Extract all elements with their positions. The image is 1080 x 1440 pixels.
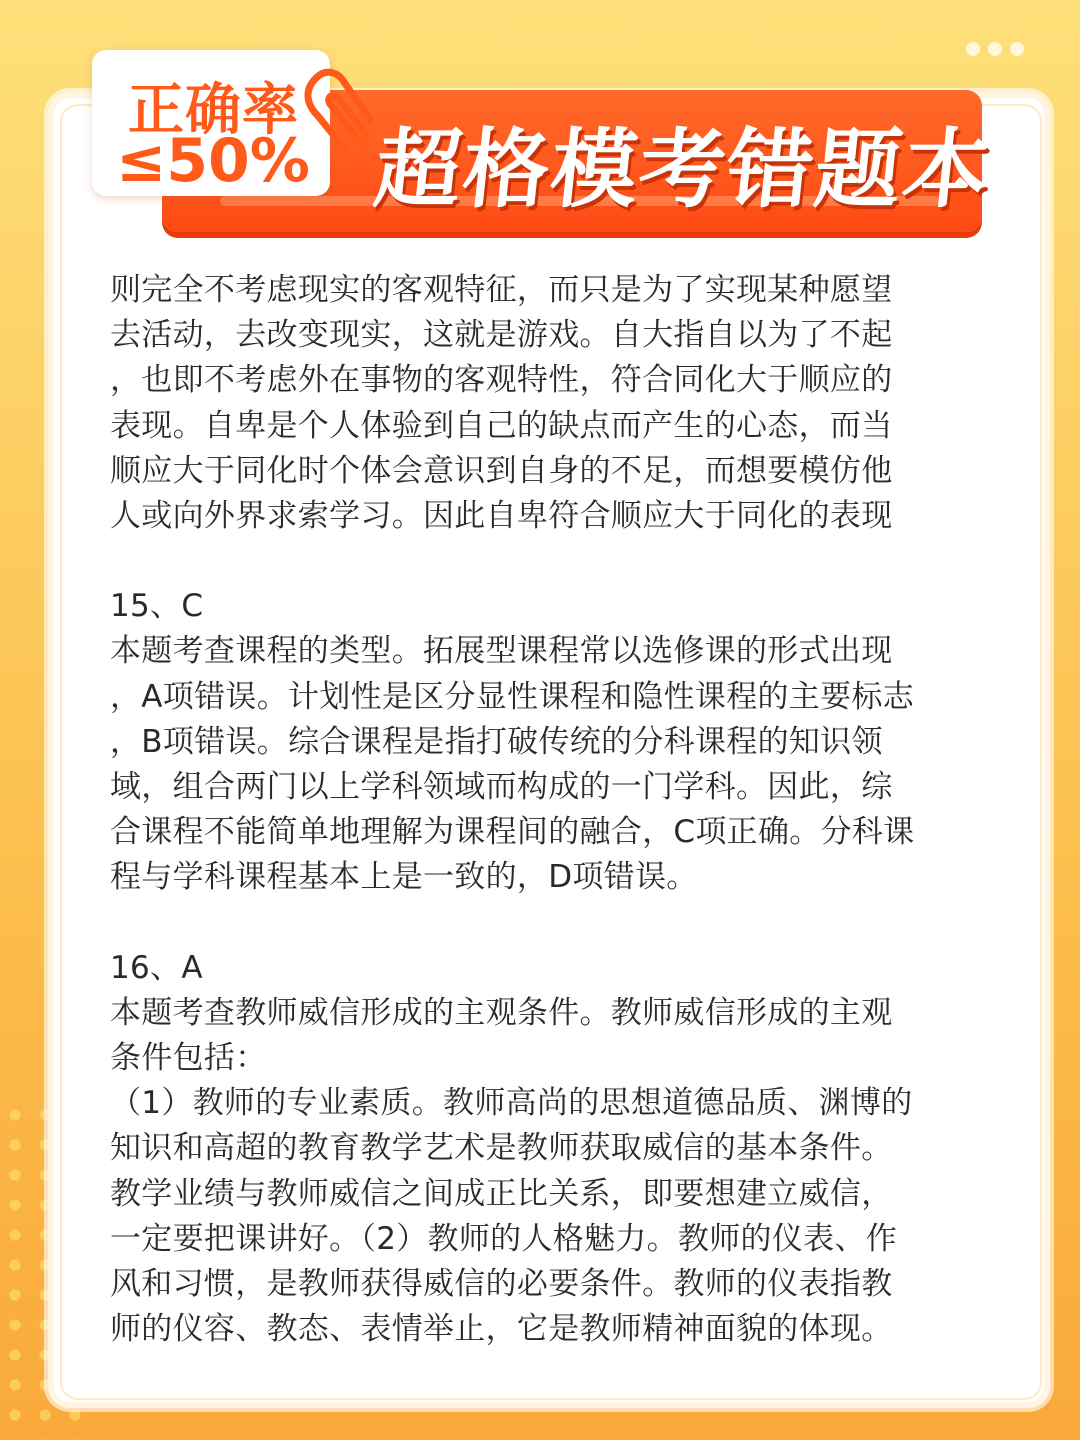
text-line: ，B项错误。综合课程是指打破传统的分科课程的知识领 xyxy=(110,723,883,760)
text-line: 程与学科课程基本上是一致的，D项错误。 xyxy=(110,859,698,896)
text-line: 合课程不能简单地理解为课程间的融合，C项正确。分科课 xyxy=(110,814,915,851)
intro-paragraph xyxy=(110,268,1000,539)
answer-label: 16、A xyxy=(110,949,203,986)
dot-icon xyxy=(1010,42,1024,56)
text-line: 本题考查教师威信形成的主观条件。教师威信形成的主观 xyxy=(110,994,893,1031)
question-16-explanation xyxy=(110,946,1000,1353)
text-line: 知识和高超的教育教学艺术是教师获取威信的基本条件。 xyxy=(110,1130,893,1167)
text-line: 师的仪容、教态、表情举止，它是教师精神面貌的体现。 xyxy=(110,1311,893,1348)
text-line: 一定要把课讲好。（2）教师的人格魅力。教师的仪表、作 xyxy=(110,1220,898,1257)
badge-label: 正确率 xyxy=(128,78,299,143)
header-dots-decoration xyxy=(966,42,1024,56)
page-title: 超格模考错题本 xyxy=(369,120,997,220)
badge-value: ≤50% xyxy=(116,126,310,196)
text-line: 教学业绩与教师威信之间成正比关系，即要想建立威信， xyxy=(110,1175,893,1212)
text-line: （1）教师的专业素质。教师高尚的思想道德品质、渊博的 xyxy=(110,1085,913,1122)
question-15-explanation xyxy=(110,584,1000,900)
paperclip-icon xyxy=(296,60,376,180)
text-line: 则完全不考虑现实的客观特征，而只是为了实现某种愿望 xyxy=(110,272,893,308)
text-line: 顺应大于同化时个体会意识到自身的不足，而想要模仿他 xyxy=(110,452,893,489)
answer-label: 15、C xyxy=(110,588,204,625)
text-line: 条件包括： xyxy=(110,1040,267,1077)
dot-icon xyxy=(988,42,1002,56)
dot-icon xyxy=(966,42,980,56)
text-line: 风和习惯，是教师获得威信的必要条件。教师的仪表指教 xyxy=(110,1266,893,1303)
text-line: ，也即不考虑外在事物的客观特性，符合同化大于顺应的 xyxy=(110,362,893,399)
text-line: 人或向外界求索学习。因此自卑符合顺应大于同化的表现 xyxy=(110,498,893,535)
text-line: 本题考查课程的类型。拓展型课程常以选修课的形式出现 xyxy=(110,633,893,670)
text-line: 去活动，去改变现实，这就是游戏。自大指自以为了不起 xyxy=(110,317,893,354)
text-line: 域，组合两门以上学科领域而构成的一门学科。因此，综 xyxy=(110,769,893,806)
text-line: 表现。自卑是个人体验到自己的缺点而产生的心态，而当 xyxy=(110,407,893,444)
text-line: ，A项错误。计划性是区分显性课程和隐性课程的主要标志 xyxy=(110,678,915,715)
answer-explanations xyxy=(110,268,1000,1352)
